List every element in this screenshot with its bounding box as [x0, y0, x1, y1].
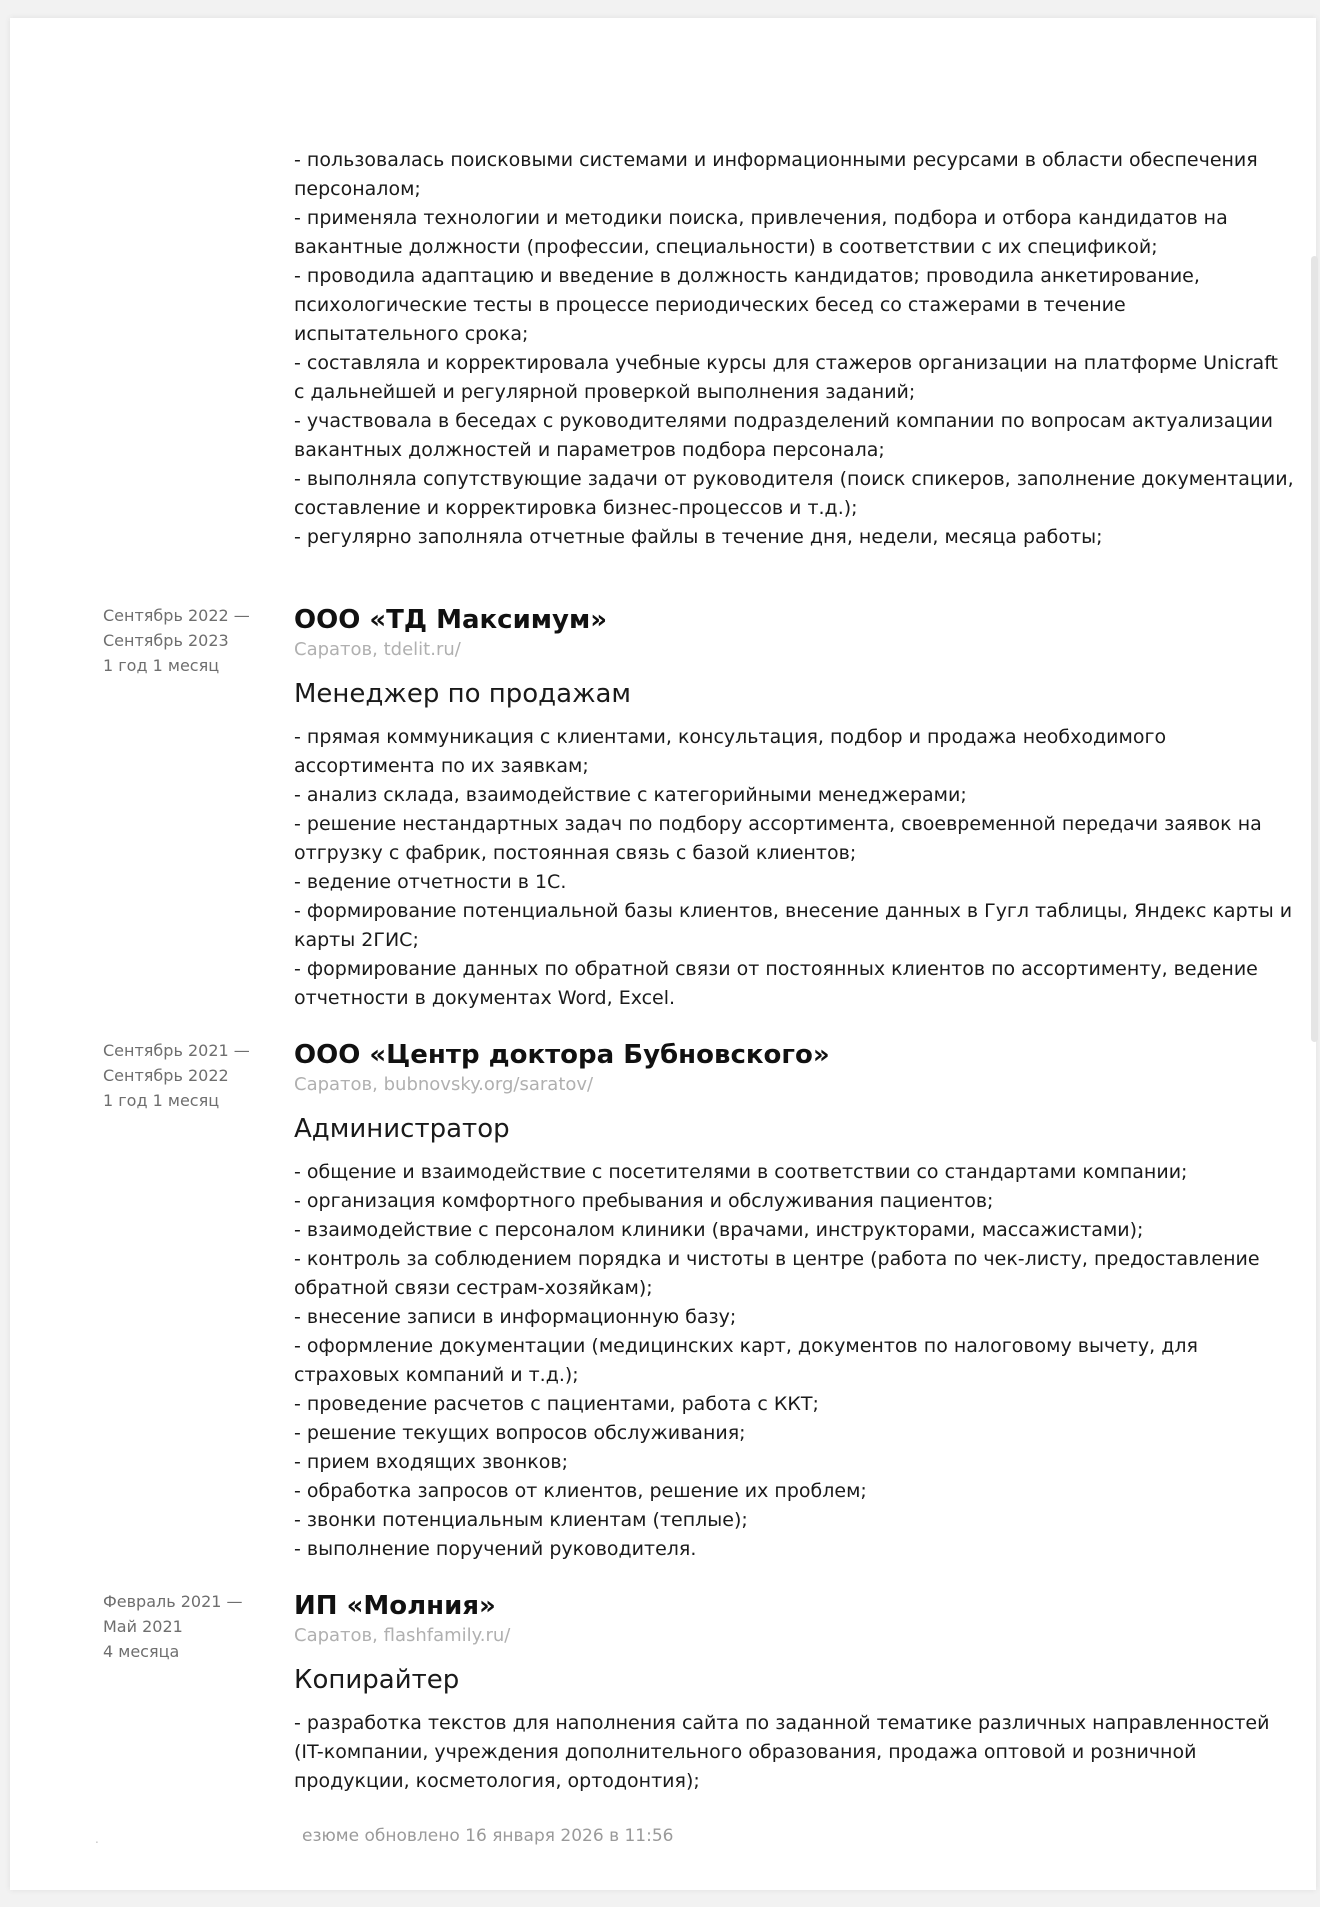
company-location: Саратов, bubnovsky.org/saratov/ [294, 1074, 594, 1095]
company-name: ООО «ТД Максимум» [294, 605, 608, 635]
duty-line: - пользовалась поисковыми системами и информационными ресурсами в области обеспечения персоналом; [294, 149, 1258, 200]
duty-line: - решение нестандартных задач по подбору ассортимента, своевременной передачи заявок на отгрузку с фабрик, постоянная связь с базой клиентов; [294, 813, 1262, 864]
duty-line: - выполняла сопутствующие задачи от руководителя (поиск спикеров, заполнение документации, составление и корректировка бизнес-процессов и т.д.); [294, 468, 1294, 519]
company-name: ИП «Молния» [294, 1591, 496, 1621]
duty-line: - ведение отчетности в 1С. [294, 871, 567, 893]
job-position: Администратор [294, 1114, 510, 1144]
duty-line: - регулярно заполняла отчетные файлы в течение дня, недели, месяца работы; [294, 526, 1103, 548]
resume-page [10, 18, 1316, 1890]
job-dates [103, 603, 283, 678]
footer-dot: . [95, 1832, 99, 1846]
duty-line: - внесение записи в информационную базу; [294, 1306, 737, 1328]
duty-line: - решение текущих вопросов обслуживания; [294, 1422, 746, 1444]
duty-line: - обработка запросов от клиентов, решение их проблем; [294, 1480, 867, 1502]
job-dates [103, 1589, 283, 1664]
duty-line: - составляла и корректировала учебные курсы для стажеров организации на платформе Unicraft с дальнейшей и регулярной проверкой выполнения заданий; [294, 352, 1279, 403]
company-location: Саратов, flashfamily.ru/ [294, 1625, 511, 1646]
intro-duties [294, 146, 1294, 552]
job-dates [103, 1038, 283, 1113]
duty-line: - общение и взаимодействие с посетителями в соответствии со стандартами компании; [294, 1161, 1188, 1183]
duration: 1 год 1 месяц [103, 656, 220, 675]
duty-line: - контроль за соблюдением порядка и чистоты в центре (работа по чек-листу, предоставление обратной связи сестрам-хозяйкам); [294, 1248, 1260, 1299]
duty-line: - проведение расчетов с пациентами, работа с ККТ; [294, 1393, 819, 1415]
duty-line: - выполнение поручений руководителя. [294, 1538, 697, 1560]
period-end: Май 2021 [103, 1617, 183, 1636]
company-name: ООО «Центр доктора Бубновского» [294, 1040, 830, 1070]
period-end: Сентябрь 2022 [103, 1066, 229, 1085]
duty-line: - оформление документации (медицинских карт, документов по налоговому вычету, для страховых компаний и т.д.); [294, 1335, 1198, 1386]
scrollbar[interactable] [1311, 256, 1318, 1042]
duty-line: - участвовала в беседах с руководителями подразделений компании по вопросам актуализации вакантных должностей и параметров подбора персонала; [294, 410, 1273, 461]
duty-line: - применяла технологии и методики поиска, привлечения, подбора и отбора кандидатов на вакантные должности (профессии, специальности) в соответствии с их спецификой; [294, 207, 1228, 258]
period-start: Сентябрь 2022 — [103, 606, 250, 625]
duty-line: - звонки потенциальным клиентам (теплые); [294, 1509, 748, 1531]
job-duties [294, 1158, 1294, 1564]
job-position: Копирайтер [294, 1665, 460, 1695]
period-start: Февраль 2021 — [103, 1592, 243, 1611]
job-content [294, 603, 1294, 1013]
job-duties [294, 723, 1294, 1013]
duty-line: - прием входящих звонков; [294, 1451, 568, 1473]
duration: 1 год 1 месяц [103, 1091, 220, 1110]
duty-line: - формирование данных по обратной связи от постоянных клиентов по ассортименту, ведение отчетности в документах Word, Excel. [294, 958, 1258, 1009]
company-location: Саратов, tdelit.ru/ [294, 639, 461, 660]
duty-line: - прямая коммуникация с клиентами, консультация, подбор и продажа необходимого ассортимента по их заявкам; [294, 726, 1167, 777]
duty-line: - организация комфортного пребывания и обслуживания пациентов; [294, 1190, 994, 1212]
period-end: Сентябрь 2023 [103, 631, 229, 650]
duty-line: - проводила адаптацию и введение в должность кандидатов; проводила анкетирование, психологические тесты в процессе периодических бесед со стажерами в течение испытательного срока; [294, 265, 1200, 345]
resume-updated-note: езюме обновлено 16 января 2026 в 11:56 [302, 1826, 674, 1846]
duty-line: - взаимодействие с персоналом клиники (врачами, инструкторами, массажистами); [294, 1219, 1144, 1241]
duty-line: - разработка текстов для наполнения сайта по заданной тематике различных направленностей (IT-компании, учреждения дополнительного образования, продажа оптовой и розничной продукции, косметология, ортодонтия); [294, 1712, 1270, 1792]
job-duties [294, 1709, 1294, 1796]
period-start: Сентябрь 2021 — [103, 1041, 250, 1060]
duty-line: - анализ склада, взаимодействие с категорийными менеджерами; [294, 784, 967, 806]
job-position: Менеджер по продажам [294, 679, 632, 709]
duration: 4 месяца [103, 1642, 180, 1661]
job-content [294, 1038, 1294, 1564]
job-content [294, 1589, 1294, 1796]
duty-line: - формирование потенциальной базы клиентов, внесение данных в Гугл таблицы, Яндекс карты и карты 2ГИС; [294, 900, 1293, 951]
